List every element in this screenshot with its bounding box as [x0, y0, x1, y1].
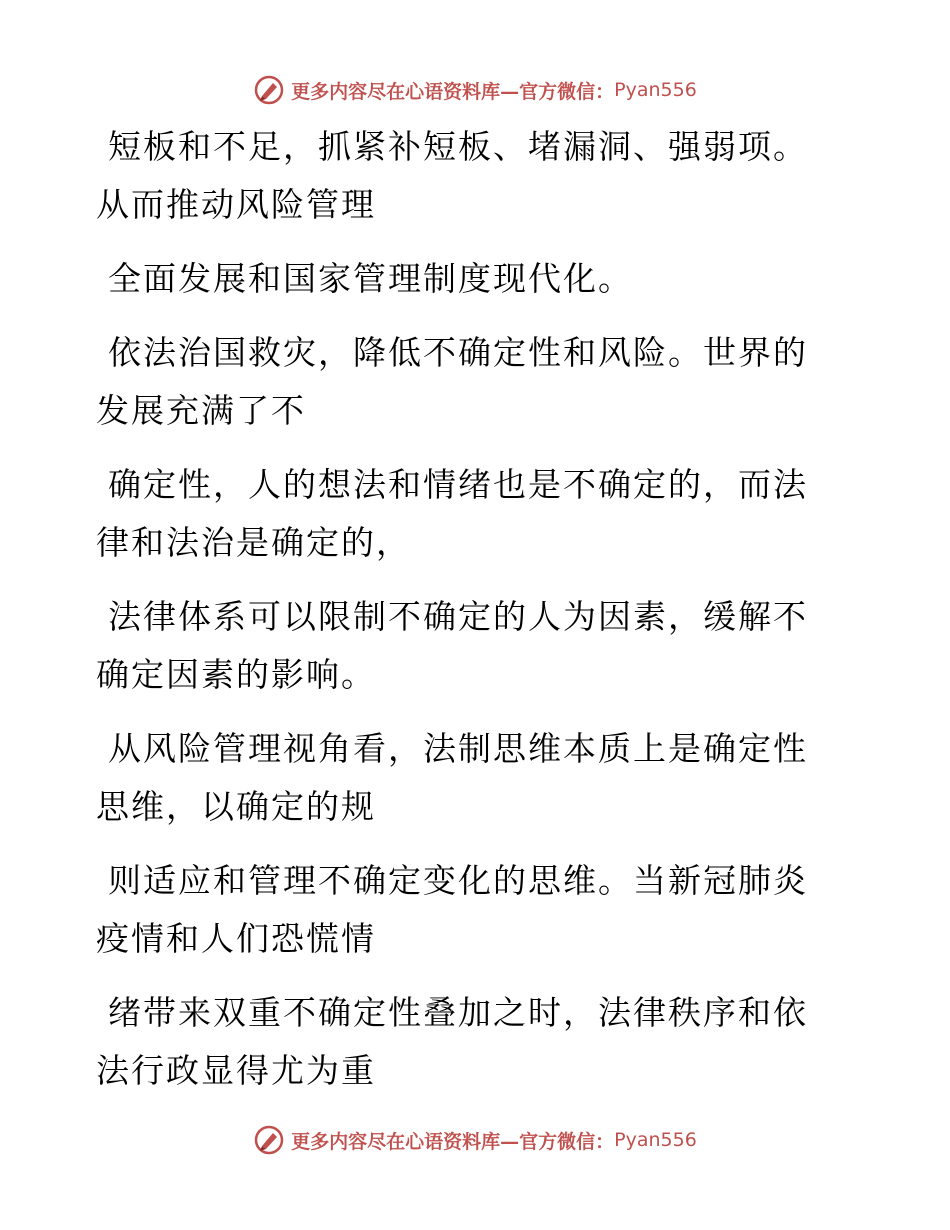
footer-watermark — [0, 1120, 950, 1160]
pen-logo-icon — [253, 74, 285, 106]
paragraph: 从风险管理视角看，法制思维本质上是确定性思维，以确定的规 — [96, 729, 808, 826]
paragraph: 全面发展和国家管理制度现代化。 — [108, 259, 633, 298]
watermark-contact: Pyan556 — [614, 1129, 697, 1151]
document-body — [96, 118, 836, 1116]
paragraph: 确定性，人的想法和情绪也是不确定的，而法律和法治是确定的， — [96, 465, 808, 562]
pen-logo-icon — [253, 1124, 285, 1156]
paragraph: 则适应和管理不确定变化的思维。当新冠肺炎疫情和人们恐慌情 — [96, 861, 808, 958]
paragraph: 绪带来双重不确定性叠加之时，法律秩序和依法行政显得尤为重 — [96, 993, 808, 1090]
paragraph: 依法治国救灾，降低不确定性和风险。世界的发展充满了不 — [96, 333, 808, 430]
watermark-text: 更多内容尽在心语资料库—官方微信： — [291, 1130, 615, 1153]
watermark-text: 更多内容尽在心语资料库—官方微信： — [291, 80, 615, 103]
watermark-contact: Pyan556 — [614, 79, 697, 101]
paragraph: 短板和不足，抓紧补短板、堵漏洞、强弱项。从而推动风险管理 — [96, 127, 808, 224]
header-watermark — [0, 70, 950, 110]
paragraph: 法律体系可以限制不确定的人为因素，缓解不确定因素的影响。 — [96, 597, 808, 694]
